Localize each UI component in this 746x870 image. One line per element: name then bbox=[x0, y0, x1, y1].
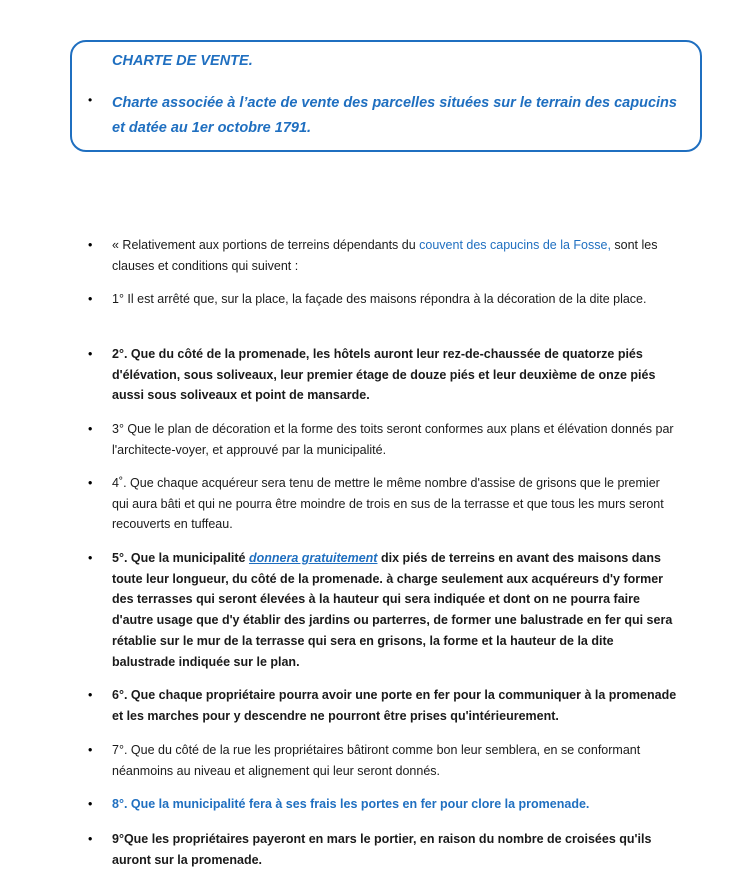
bullet-marker: • bbox=[88, 292, 93, 306]
clause-6 bbox=[88, 685, 677, 726]
bullet-marker: • bbox=[88, 93, 93, 107]
clause-text: 7°. Que du côté de la rue les propriétaires bâtiront comme bon leur semblera, en se conformant néanmoins au niveau et alignement qui leur seront donnés. bbox=[112, 743, 641, 778]
clause-text: 4˚. Que chaque acquéreur sera tenu de mettre le même nombre d'assise de grisons que le premier qui aura bâti et qui ne pourra être moindre de trois en sus de la terrasse et que tous les murs seront recouverts en tuffeau. bbox=[112, 476, 664, 532]
clause-text: « Relativement aux portions de terreins dépendants du bbox=[112, 238, 420, 252]
clause-4 bbox=[88, 473, 677, 535]
clause-7 bbox=[88, 740, 677, 781]
bullet-marker: • bbox=[88, 797, 93, 811]
clause-text: 1° Il est arrêté que, sur la place, la façade des maisons répondra à la décoration de la dite place. bbox=[112, 292, 647, 306]
clause-text: dix piés de terreins en avant des maisons dans toute leur longueur, du côté de la promenade. à charge seulement aux acquéreurs d'y former des terrasses qui seront élevées à la hauteur qui sera indiquée et dont on ne pourra faire d'autre usage que d'y établir des jardins ou parterres, de former une balustrade en fer qui sera rétablie sur le mur de la terrasse qui sera en grisons, la forme et la hauteur de la dite balustrade indiquée sur le plan. bbox=[112, 551, 673, 669]
clause-text: sont les clauses et conditions qui suivent : bbox=[112, 238, 658, 273]
document-title: CHARTE DE VENTE. bbox=[112, 53, 253, 69]
clause-text: 3° Que le plan de décoration et la forme des toits seront conformes aux plans et élévation donnés par l'architecte-voyer, et approuvé par la municipalité. bbox=[112, 422, 674, 457]
document-subtitle: Charte associée à l’acte de vente des parcelles situées sur le terrain des capucins et datée au 1er octobre 1791. bbox=[112, 95, 677, 136]
clause-9 bbox=[88, 829, 677, 870]
clause-text: 5°. Que la municipalité bbox=[112, 551, 249, 565]
bullet-marker: • bbox=[88, 422, 93, 436]
bullet-marker: • bbox=[88, 551, 93, 565]
bullet-marker: • bbox=[88, 832, 93, 846]
bullet-marker: • bbox=[88, 347, 93, 361]
clause-2 bbox=[88, 344, 677, 406]
bullet-marker: • bbox=[88, 743, 93, 757]
clause-8 bbox=[88, 794, 677, 815]
clause-intro bbox=[88, 235, 677, 276]
highlight-gratuitement: donnera gratuitement bbox=[248, 551, 378, 565]
clause-5 bbox=[88, 548, 677, 672]
bullet-marker: • bbox=[88, 476, 93, 490]
clause-text: 9°Que les propriétaires payeront en mars le portier, en raison du nombre de croisées qu'ils auront sur la promenade. bbox=[112, 832, 652, 867]
clause-text: 8°. Que la municipalité fera à ses frais les portes en fer pour clore la promenade. bbox=[112, 797, 590, 811]
bullet-marker: • bbox=[88, 238, 93, 252]
clause-1 bbox=[88, 289, 677, 310]
bullet-marker: • bbox=[88, 688, 93, 702]
clause-3 bbox=[88, 419, 677, 460]
clause-text: 2°. Que du côté de la promenade, les hôtels auront leur rez-de-chaussée de quatorze piés d'élévation, sous soliveaux, leur premier étage de douze piés et leur deuxième de onze piés aussi sous soliveaux et point de mansarde. bbox=[112, 347, 656, 403]
highlight-convent: couvent des capucins de la Fosse, bbox=[419, 238, 611, 252]
clause-text: 6°. Que chaque propriétaire pourra avoir une porte en fer pour la communiquer à la promenade et les marches pour y descendre ne pourront être prises qu'intérieurement. bbox=[112, 688, 677, 723]
